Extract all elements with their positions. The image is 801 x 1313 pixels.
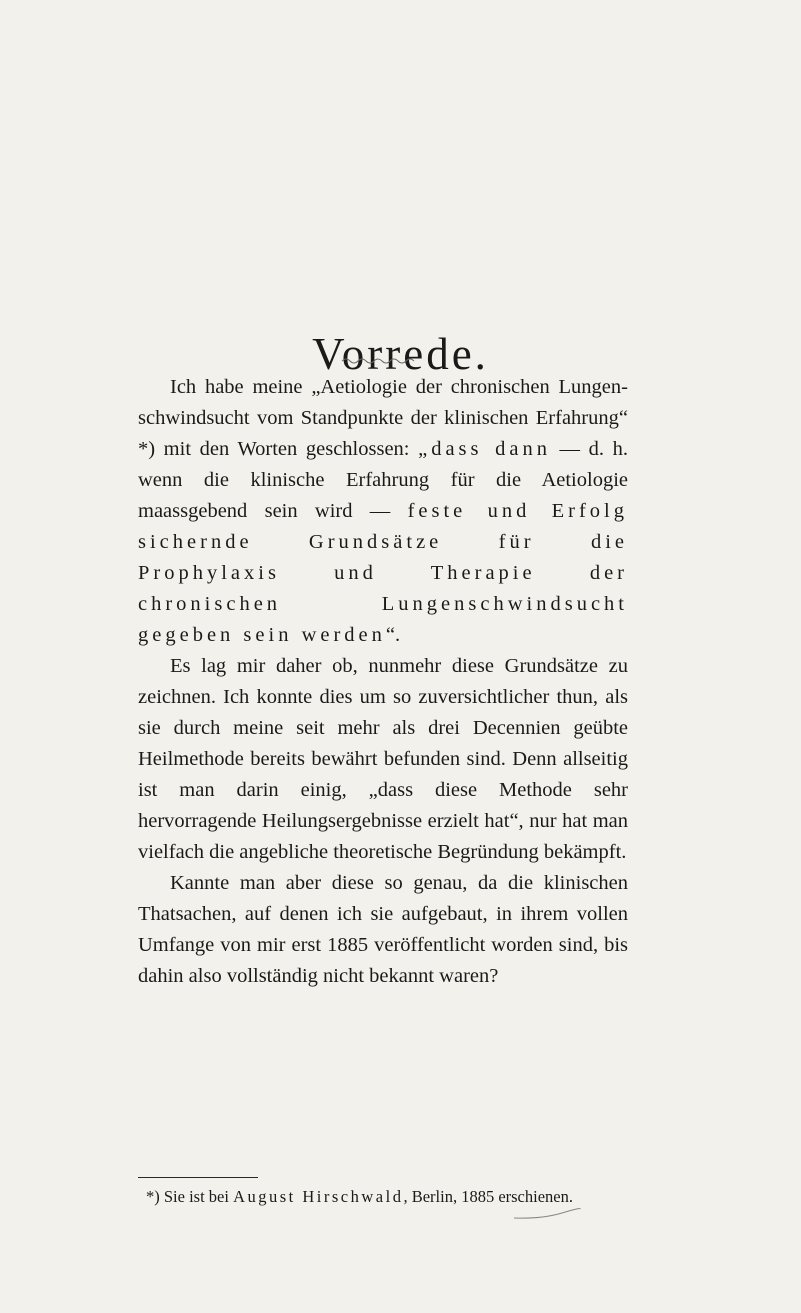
- paragraph-1-text-b: — d. h. wenn die klinische Erfahrung für die Aetiologie maassgebend sein wird —: [138, 438, 629, 522]
- paragraph-1-text-c: “.: [385, 624, 401, 646]
- paragraph-1-text-a: Ich habe meine „Aetiologie der chronischen Lungenschwindsucht vom Standpunkte der klinischen Erfahrung“ *) mit den Worten geschlossen:: [138, 376, 628, 460]
- title-ornament: [340, 356, 420, 366]
- paragraph-3: [138, 868, 628, 992]
- paragraph-2-text: Es lag mir daher ob, nunmehr diese Grundsätze zu zeichnen. Ich konnte dies um so zuversichtlicher thun, als sie durch meine seit mehr als drei Decennien geübte Heilmethode bereits bewährt befunden sind. Denn allseitig ist man darin einig, „dass diese Methode sehr hervorragende Heilungsergebnisse erzielt hat“, nur hat man vielfach die angebliche theoretische Begründung bekämpft.: [138, 655, 628, 863]
- paragraph-3-text: Kannte man aber diese so genau, da die klinischen Thatsachen, auf denen ich sie aufgebaut, in ihrem vollen Umfange von mir erst 1885 veröffentlicht worden sind, bis dahin also vollständig nicht bekannt waren?: [138, 872, 628, 987]
- paragraph-1: [138, 372, 628, 651]
- preface-body: [138, 372, 628, 992]
- footnote-text-b: , Berlin, 1885 erschienen.: [403, 1187, 573, 1206]
- footnote-rule: [138, 1177, 258, 1178]
- footnote-text-a: Sie ist bei: [159, 1187, 234, 1206]
- pencil-mark: [512, 1207, 582, 1221]
- paragraph-1-emphasis-a: „dass dann: [418, 438, 551, 460]
- page-title: Vorrede.: [312, 329, 489, 380]
- footnote: [146, 1185, 646, 1209]
- footnote-publisher: August Hirschwald: [233, 1187, 404, 1206]
- paragraph-2: [138, 651, 628, 868]
- footnote-marker: *): [146, 1187, 160, 1206]
- paragraph-1-emphasis-b: feste und Erfolg sichernde Grundsätze für die Prophylaxis und Therapie der chronischen Lungenschwindsucht gegeben sein werden: [138, 500, 628, 646]
